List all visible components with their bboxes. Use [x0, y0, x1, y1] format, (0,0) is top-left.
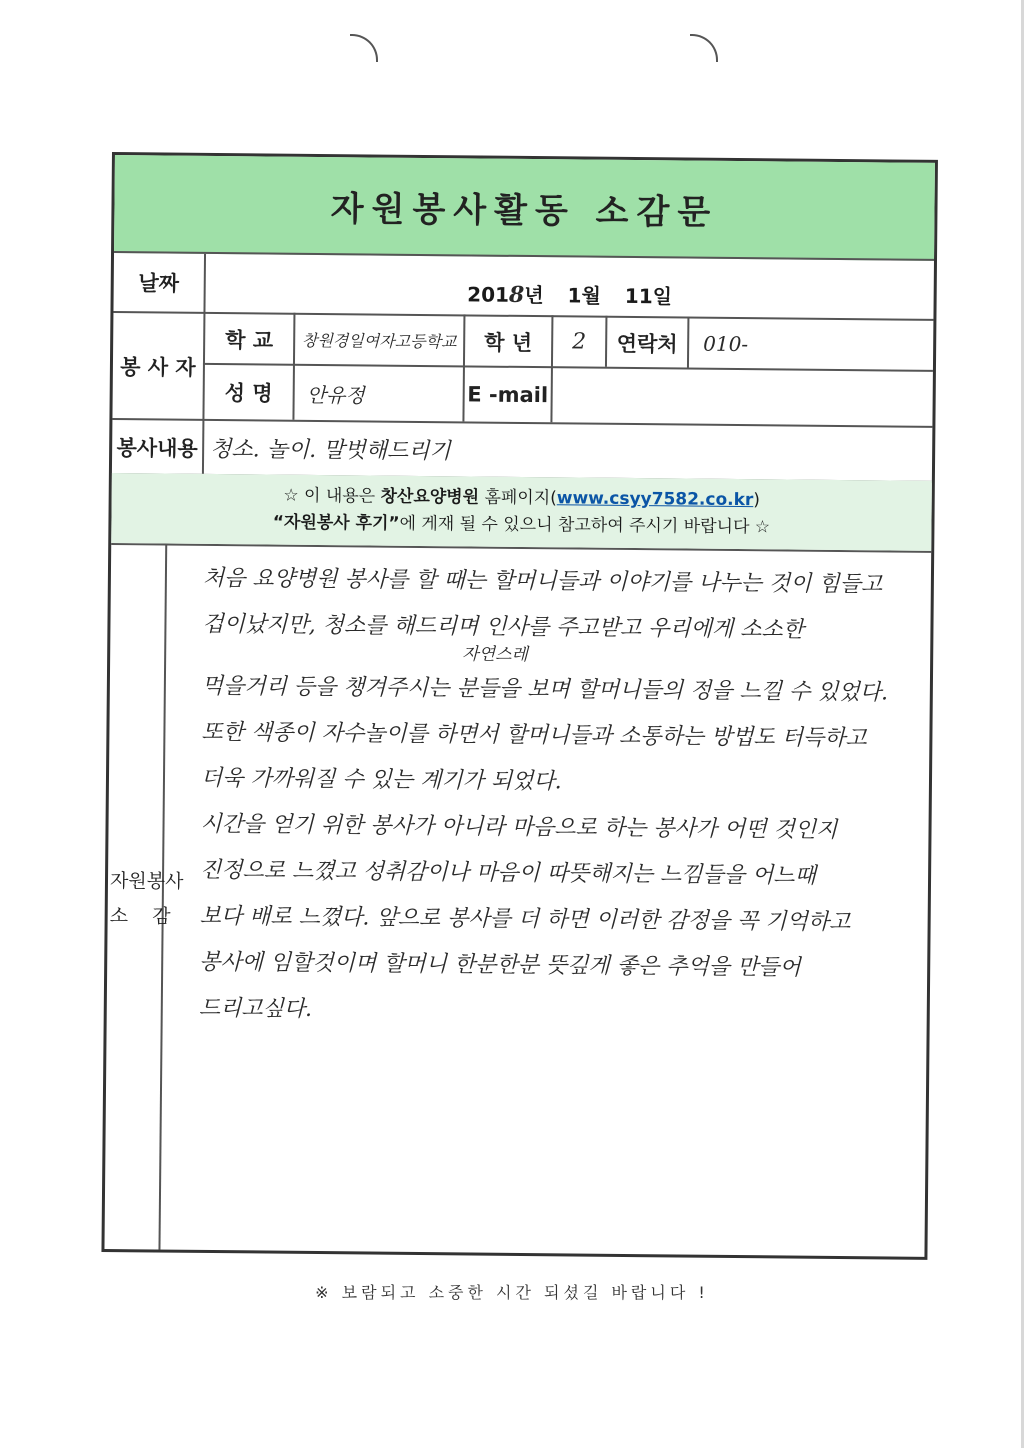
- notice-line-2: [273, 510, 771, 542]
- impression-insertion: 자연스레: [462, 644, 528, 666]
- date-year-prefix: 201: [467, 281, 510, 307]
- impression-line: 더욱 가까워질 수 있는 계기가 되었다.: [200, 765, 562, 795]
- name-label: 성 명: [224, 381, 273, 406]
- date-label: 날짜: [138, 271, 180, 296]
- punch-hole-right: [690, 34, 718, 62]
- school-value: 창원경일여자고등학교: [301, 330, 457, 352]
- grade-value: 2: [572, 329, 587, 355]
- school-label: 학 교: [225, 327, 274, 353]
- name-label-cell: [204, 365, 293, 420]
- date-month: 1월: [567, 282, 601, 308]
- grade-value-cell: [553, 317, 605, 366]
- contact-value-cell: [689, 319, 933, 370]
- date-day: 11일: [624, 283, 673, 308]
- activity-value-cell: [204, 421, 932, 481]
- impression-label-1: 자원봉사: [109, 870, 184, 893]
- footer-note: ※ 보람되고 소중한 시간 되셨길 바랍니다 !: [315, 1283, 709, 1302]
- homepage-link[interactable]: www.csyy7582.co.kr: [556, 488, 754, 511]
- impression-label-2: 소 감: [109, 905, 171, 928]
- contact-value: 010-: [703, 331, 749, 356]
- volunteer-label-cell: [112, 313, 203, 419]
- impression-line: 시간을 얻기 위한 봉사가 아니라 마음으로 하는 봉사가 어떤 것인지: [200, 811, 838, 843]
- activity-value: 청소. 놀이. 말벗해드리기: [210, 436, 451, 465]
- date-year-digit: 8: [508, 281, 525, 308]
- date-value-cell: [205, 254, 934, 319]
- name-value-cell: [294, 366, 463, 422]
- volunteer-form: [101, 152, 938, 1260]
- grade-label-cell: [465, 316, 551, 366]
- contact-label: 연락처: [616, 331, 678, 356]
- impression-line: 또한 색종이 자수놀이를 하면서 할머니들과 소통하는 방법도 터득하고: [201, 719, 867, 752]
- punch-hole-left: [350, 34, 378, 62]
- impression-line: 보다 배로 느꼈다. 앞으로 봉사를 더 하면 이러한 감정을 꼭 기억하고: [199, 903, 851, 936]
- notice-band: [111, 473, 932, 551]
- form-title: 자원봉사활동 소감문: [330, 188, 719, 233]
- impression-line: 처음 요양병원 봉사를 할 때는 할머니들과 이야기를 나누는 것이 힘들고: [202, 565, 883, 598]
- impression-label-cell: [104, 545, 184, 1249]
- school-label-cell: [205, 314, 293, 364]
- school-value-cell: [295, 315, 463, 366]
- contact-label-cell: [607, 318, 687, 368]
- activity-label-cell: [112, 420, 203, 474]
- impression-line: 진정으로 느꼈고 성취감이나 마음이 따뜻해지는 느낌들을 어느때: [199, 857, 816, 889]
- hospital-name: 창산요양병원: [380, 486, 480, 508]
- email-label-cell: [464, 367, 551, 422]
- review-quote: “자원봉사 후기”: [272, 512, 400, 534]
- notice-suffix: ): [753, 490, 761, 511]
- impression-text: [199, 556, 924, 1039]
- notice-rest: 에 게재 될 수 있으니 참고하여 주시기 바랍니다 ☆: [399, 513, 771, 538]
- email-value-cell: [552, 368, 933, 426]
- name-value: 안유정: [306, 382, 365, 407]
- date-label-cell: [113, 253, 204, 312]
- activity-label: 봉사내용: [116, 435, 198, 461]
- impression-line: 드리고싶다.: [198, 995, 313, 1022]
- form-title-band: [114, 155, 935, 261]
- impression-line: 봉사에 임할것이며 할머니 한분한분 뜻깊게 좋은 추억을 만들어: [199, 949, 801, 981]
- impression-line: 먹을거리 등을 챙겨주시는 분들을 보며 할머니들의 정을 느낄 수 있었다.: [201, 673, 889, 706]
- grade-label: 학 년: [484, 330, 533, 355]
- email-label: E -mail: [467, 382, 549, 408]
- notice-mid: 홈페이지(: [478, 487, 557, 509]
- notice-prefix: ☆ 이 내용은: [283, 485, 381, 507]
- date-year: [467, 278, 544, 308]
- volunteer-label: 봉 사 자: [120, 354, 196, 380]
- date-year-unit: 년: [524, 282, 544, 307]
- impression-line: 겁이났지만, 청소를 해드리며 인사를 주고받고 우리에게 소소한: [202, 611, 805, 643]
